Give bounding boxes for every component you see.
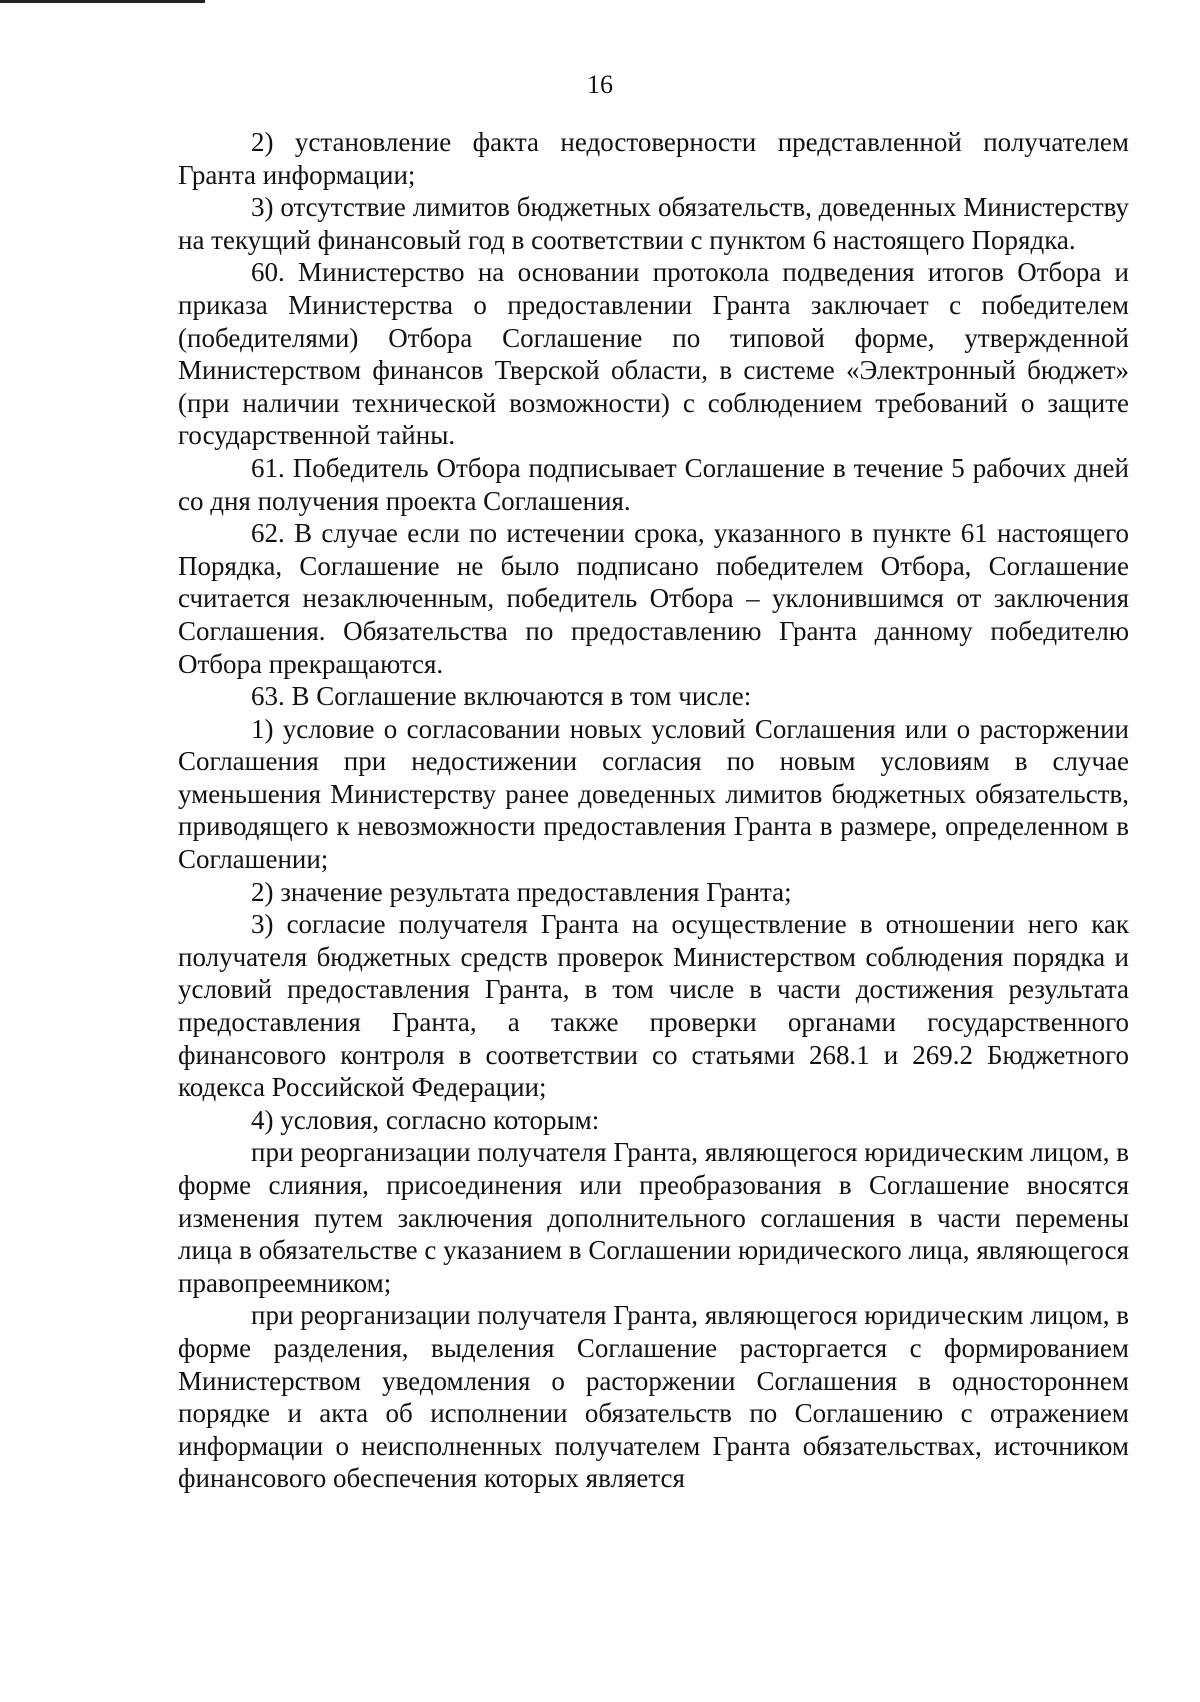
paragraph-63-item-3: 3) согласие получателя Гранта на осуществление в отношении него как получателя бюджетных средств проверок Министерством соблюдения порядка и условий предоставления Гранта, в том числе в части достижения результата предоставления Гранта, а также проверки органами государственного финансового контроля в соответствии со статьями 268.1 и 269.2 Бюджетного кодекса Российской Федерации;	[178, 909, 1129, 1103]
scan-edge-mark	[0, 0, 205, 3]
paragraph-61: 61. Победитель Отбора подписывает Соглашение в течение 5 рабочих дней со дня получения проекта Соглашения.	[178, 452, 1129, 516]
paragraph-item-2: 2) установление факта недостоверности представленной получателем Гранта информации;	[178, 127, 1129, 190]
paragraph-reorganization-merger: при реорганизации получателя Гранта, являющегося юридическим лицом, в форме слияния, присоединения или преобразования в Соглашение вносятся изменения путем заключения дополнительного соглашения в части перемены лица в обязательстве с указанием в Соглашении юридического лица, являющегося правопреемником;	[178, 1137, 1129, 1298]
document-body	[178, 126, 1129, 1495]
paragraph-63-item-2: 2) значение результата предоставления Гранта;	[251, 876, 792, 907]
page-number: 16	[587, 70, 613, 99]
paragraph-63: 63. В Соглашение включаются в том числе:	[251, 681, 752, 712]
paragraph-reorganization-division: при реорганизации получателя Гранта, являющегося юридическим лицом, в форме разделения, выделения Соглашение расторгается с формированием Министерством уведомления о расторжении Соглашения в одностороннем порядке и акта об исполнении обязательств по Соглашению с отражением информации о неисполненных получателем Гранта обязательствах, источником финансового обеспечения которых является	[178, 1300, 1129, 1494]
paragraph-60: 60. Министерство на основании протокола подведения итогов Отбора и приказа Министерства о предоставлении Гранта заключает с победителем (победителями) Отбора Соглашение по типовой форме, утвержденной Министерством финансов Тверской области, в системе «Электронный бюджет» (при наличии технической возможности) с соблюдением требований о защите государственной тайны.	[178, 257, 1129, 451]
paragraph-item-3: 3) отсутствие лимитов бюджетных обязательств, доведенных Министерству на текущий финансовый год в соответствии с пунктом 6 настоящего Порядка.	[178, 192, 1129, 255]
paragraph-63-item-1: 1) условие о согласовании новых условий Соглашения или о расторжении Соглашения при недостижении согласия по новым условиям в случае уменьшения Министерству ранее доведенных лимитов бюджетных обязательств, приводящего к невозможности предоставления Гранта в размере, определенном в Соглашении;	[178, 713, 1129, 875]
paragraph-63-item-4: 4) условия, согласно которым:	[251, 1104, 600, 1135]
paragraph-62: 62. В случае если по истечении срока, указанного в пункте 61 настоящего Порядка, Соглашение не было подписано победителем Отбора, Соглашение считается незаключенным, победитель Отбора – уклонившимся от заключения Соглашения. Обязательства по предоставлению Гранта данному победителю Отбора прекращаются.	[178, 518, 1129, 679]
